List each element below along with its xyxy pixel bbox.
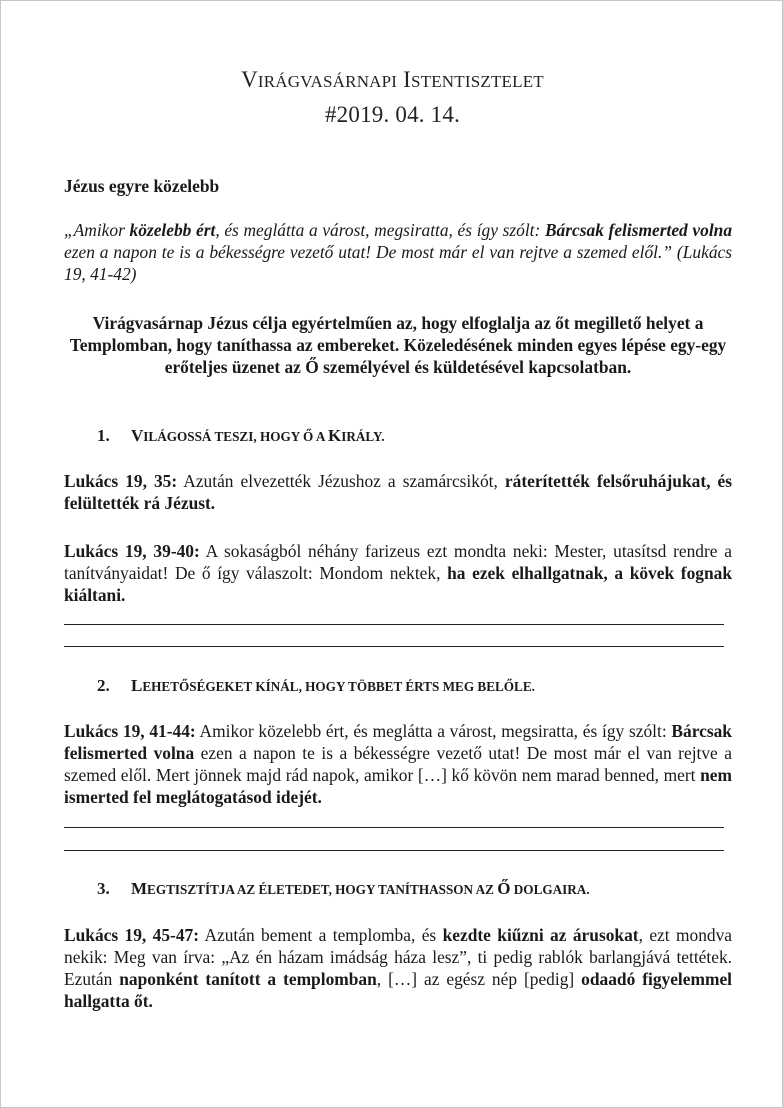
section-2-heading: 2. LEHETŐSÉGEKET KÍNÁL, HOGY TÖBBET ÉRTS MEG BELŐLE. bbox=[97, 676, 535, 695]
intro-paragraph: Virágvasárnap Jézus célja egyértelműen az, hogy elfoglalja az őt megillető helyet a Templomban, hogy taníthassa az embereket. Közeledésének minden egyes lépése egy-egy erőteljes üzenet az Ő személyével és küldetésével kapcsolatban. bbox=[69, 313, 727, 377]
notes-line bbox=[64, 646, 724, 647]
notes-line bbox=[64, 850, 724, 851]
notes-line bbox=[64, 624, 724, 625]
verse-luke-19-39-40: Lukács 19, 39-40: A sokaságból néhány farizeus ezt mondta neki: Mester, utasítsd rendre a tanítványaidat! De ő így válaszolt: Mondom nektek, ha ezek elhallgatnak, a kövek fognak kiáltani. bbox=[64, 541, 733, 605]
section-3-heading: 3. MEGTISZTÍTJA AZ ÉLETEDET, HOGY TANÍTHASSON AZ Ő DOLGAIRA. bbox=[97, 879, 590, 898]
verse-luke-19-41-44: Lukács 19, 41-44: Amikor közelebb ért, és meglátta a várost, megsiratta, és így szólt: Bárcsak felismerted volna ezen a napon te is a békességre vezető utat! De most már el van rejtve a szemed elől. Mert jönnek majd rád napok, amikor […] kő kövön nem marad benned, mert nem ismerted fel meglátogatásod idejét. bbox=[64, 721, 733, 807]
section-1-heading: 1. VILÁGOSSÁ TESZI, HOGY Ő A KIRÁLY. bbox=[97, 426, 385, 445]
notes-line bbox=[64, 827, 724, 828]
document-title: VIRÁGVASÁRNAPI ISTENTISZTELET bbox=[241, 67, 544, 92]
section-heading: Jézus egyre közelebb bbox=[64, 176, 220, 196]
opening-quote: „Amikor közelebb ért, és meglátta a várost, megsiratta, és így szólt: Bárcsak felismerted volna ezen a napon te is a békességre vezető utat! De most már el van rejtve a szemed elől.” (Lukács 19, 41-42) bbox=[64, 220, 733, 284]
verse-luke-19-35: Lukács 19, 35: Azután elvezették Jézushoz a szamárcsikót, ráterítették felsőruhájukat, és felültették rá Jézust. bbox=[64, 471, 733, 513]
verse-luke-19-45-47: Lukács 19, 45-47: Azután bement a templomba, és kezdte kiűzni az árusokat, ezt mondva nekik: Meg van írva: „Az én házam imádság háza lesz”, ti pedig rablók barlangjává tettétek. Ezután naponként tanított a templomban, […] az egész nép [pedig] odaadó figyelemmel hallgatta őt. bbox=[64, 925, 733, 1011]
document-date: #2019. 04. 14. bbox=[324, 102, 461, 127]
